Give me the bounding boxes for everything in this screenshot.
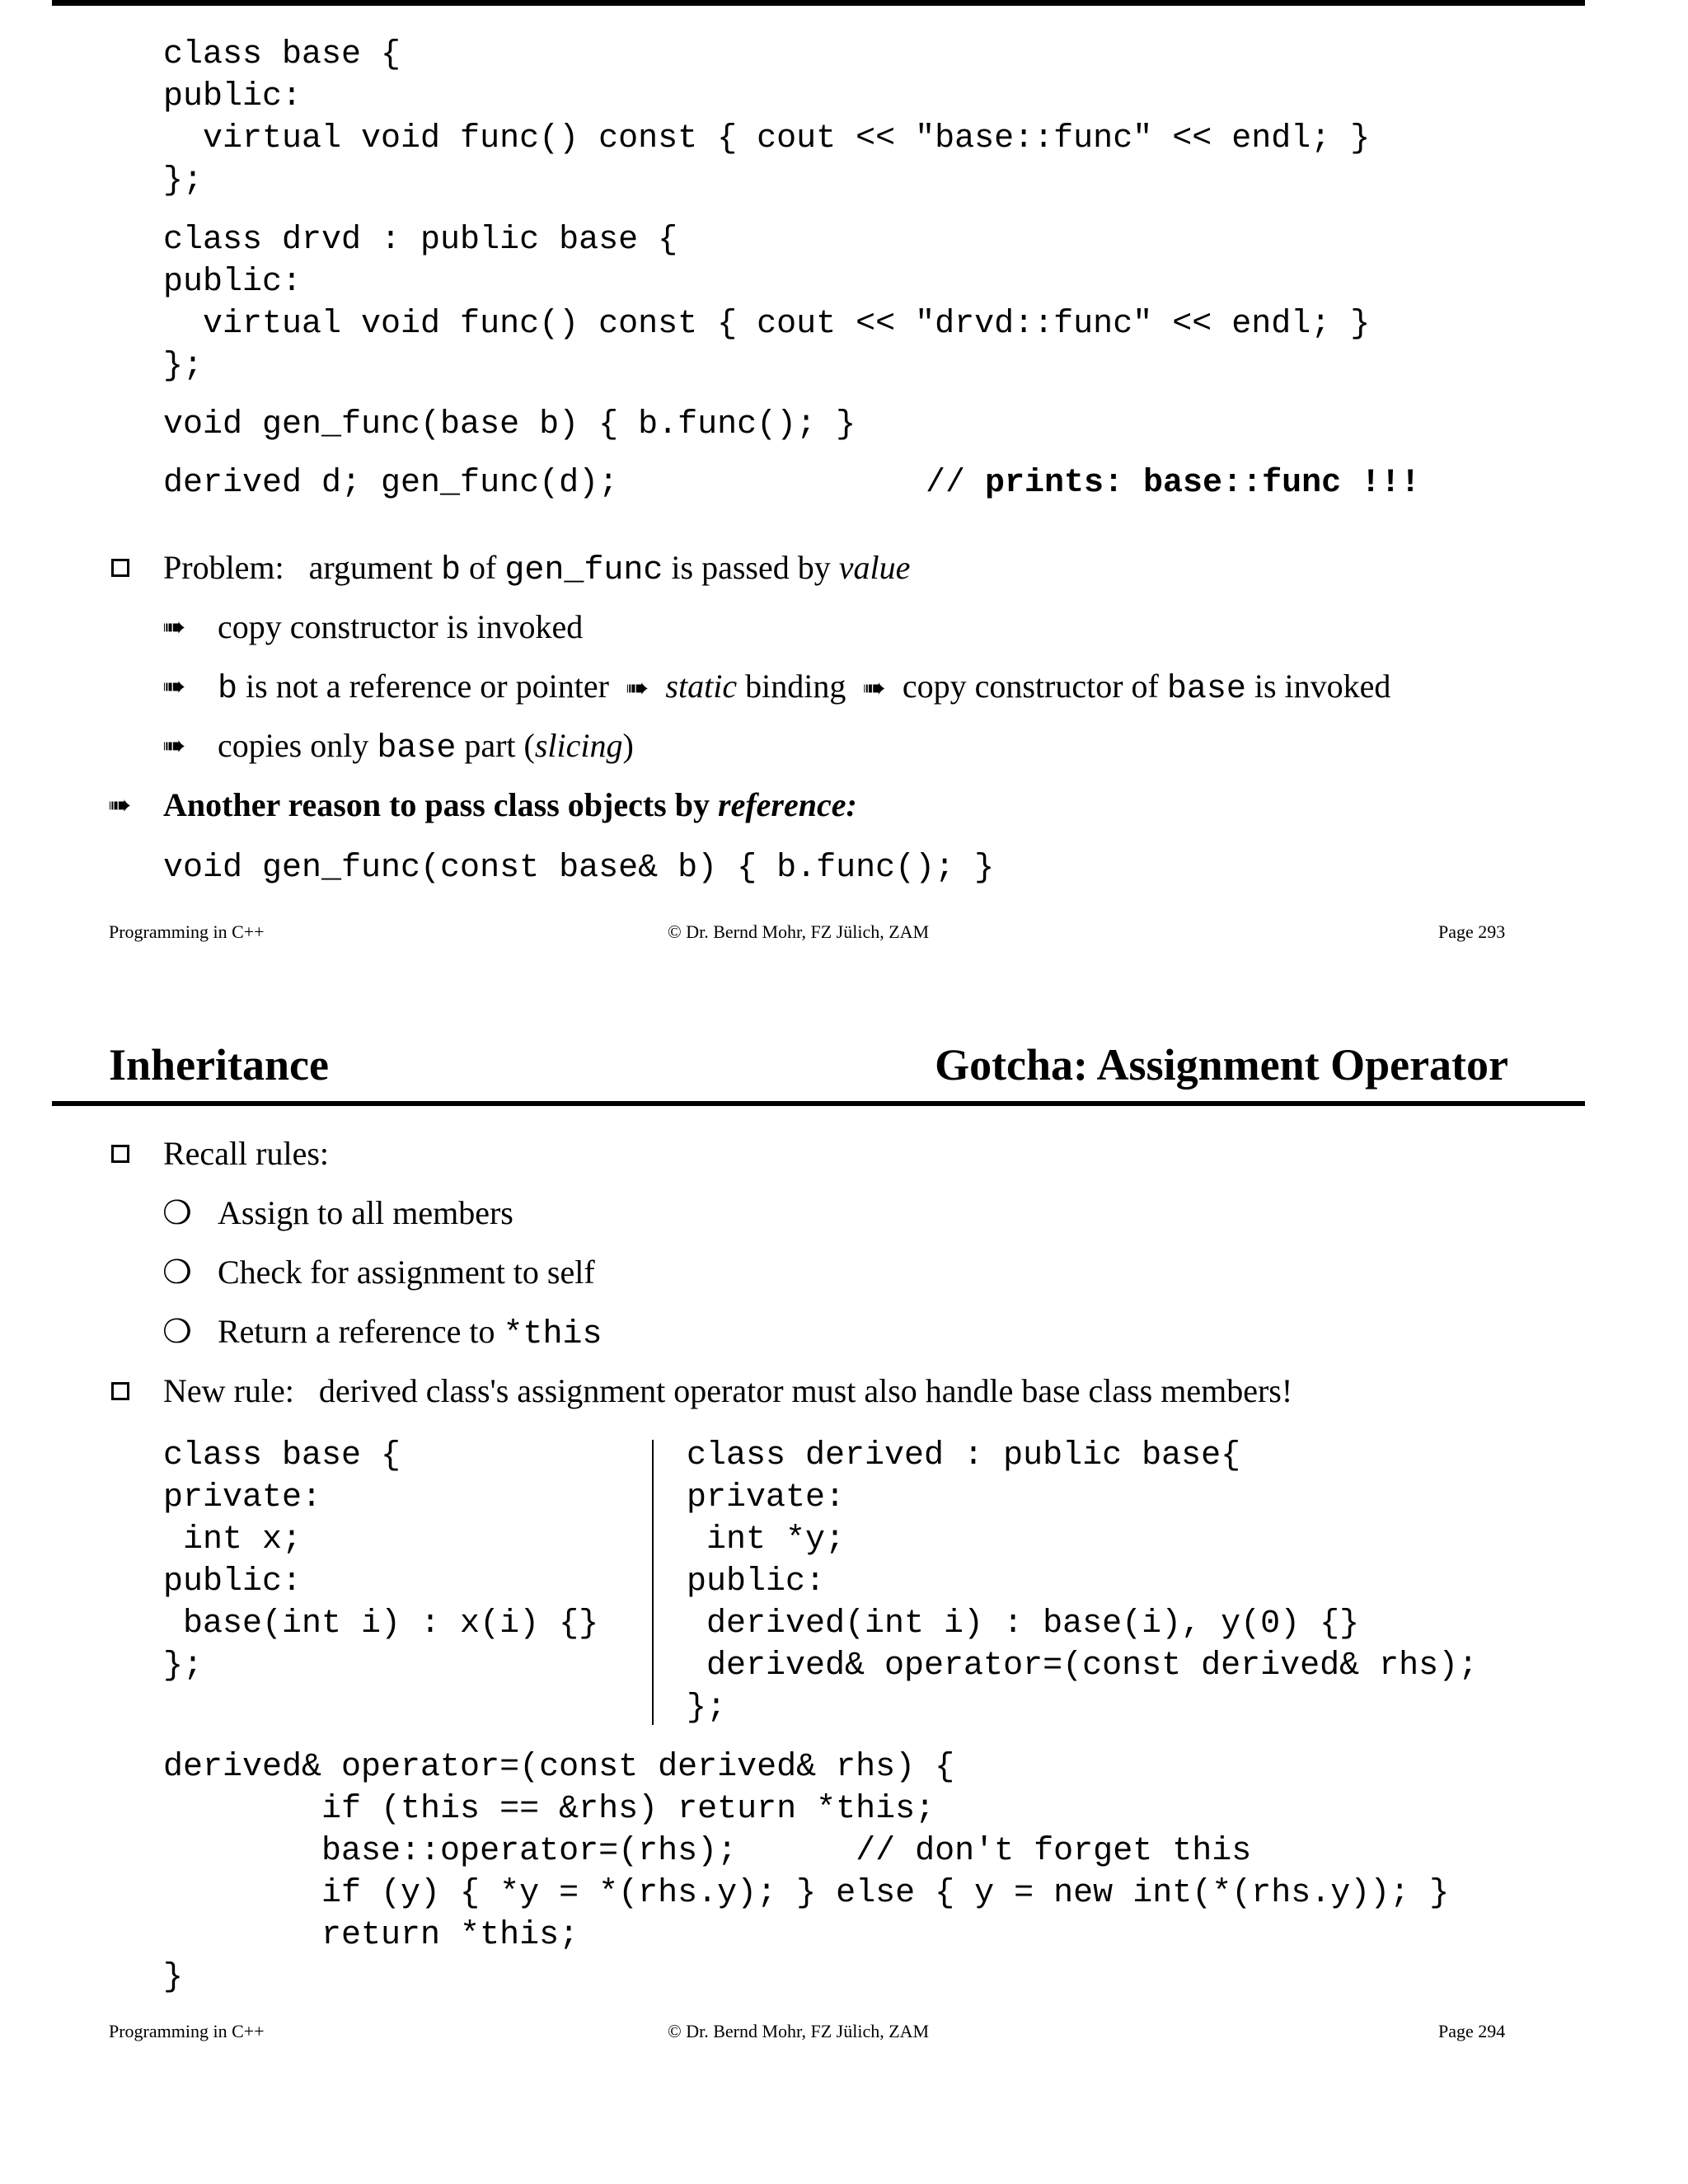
code-line: private:	[687, 1479, 846, 1516]
sub-code: base	[377, 730, 457, 767]
title-rule	[52, 1101, 1585, 1106]
code-line: public:	[163, 264, 302, 301]
sub-text: copy constructor of	[902, 668, 1159, 705]
page-title-left: Inheritance	[109, 1040, 329, 1090]
page-title-right: Gotcha: Assignment Operator	[935, 1040, 1508, 1090]
code-line: };	[687, 1690, 727, 1727]
code-derived-call: derived d; gen_func(d);	[163, 465, 619, 502]
rule-text: Return a reference to	[218, 1313, 495, 1350]
code-line: if (y) { *y = *(rhs.y); } else { y = new int(*(rhs.y)); }	[163, 1875, 1450, 1912]
sub-code: b	[218, 671, 238, 708]
new-rule-text: derived class's assignment operator must also handle base class members!	[318, 1372, 1293, 1409]
sub-emphasis: static	[665, 668, 738, 705]
circle-bullet-icon: ❍	[162, 1194, 192, 1232]
comment-bold: prints: base::func !!!	[985, 465, 1421, 502]
arrow-inline-icon: ➠	[862, 672, 886, 705]
code-line: virtual void func() const { cout << "base::func" << endl; }	[163, 120, 1371, 157]
code-drvd-class	[163, 219, 1370, 387]
code-line: derived& operator=(const derived& rhs) {	[163, 1749, 955, 1786]
sub-code: base	[1166, 671, 1246, 708]
checkbox-bullet-icon	[111, 559, 129, 577]
footer-page-number: Page 294	[1438, 2021, 1506, 2041]
code-line: }	[163, 1959, 184, 1996]
problem-label: Problem:	[163, 549, 284, 586]
code-comment	[926, 462, 1420, 504]
code-line: private:	[163, 1479, 322, 1516]
code-line: class base {	[163, 36, 401, 73]
problem-code: b	[441, 552, 462, 589]
problem-text: argument	[308, 549, 434, 586]
another-bold: Another reason to pass class objects by	[163, 786, 710, 823]
footer-center: © Dr. Bernd Mohr, FZ Jülich, ZAM	[668, 2021, 930, 2041]
code-line: public:	[163, 78, 302, 115]
sub-text: copies only	[218, 727, 369, 764]
problem-code: gen_func	[504, 552, 663, 589]
problem-text: is passed by	[671, 549, 831, 586]
sub-text: binding	[745, 668, 846, 705]
code-derived-class	[687, 1435, 1478, 1729]
footer-left: Programming in C++	[109, 921, 265, 942]
checkbox-bullet-icon	[111, 1145, 129, 1163]
sub-text: )	[622, 727, 634, 764]
code-gen-func: void gen_func(base b) { b.func(); }	[163, 406, 856, 443]
code-line: };	[163, 348, 204, 385]
code-line: class base {	[163, 1437, 401, 1474]
code-line: derived& operator=(const derived& rhs);	[687, 1647, 1479, 1685]
code-ref-gen-func: void gen_func(const base& b) { b.func(); }	[163, 850, 995, 887]
top-rule	[52, 0, 1585, 6]
footer-left: Programming in C++	[109, 2021, 265, 2041]
column-divider	[652, 1440, 654, 1725]
new-rule-label: New rule:	[163, 1372, 294, 1409]
code-line: class derived : public base{	[687, 1437, 1241, 1474]
rule-code: *this	[503, 1316, 603, 1353]
code-line: class drvd : public base {	[163, 222, 678, 259]
code-line: public:	[163, 1563, 302, 1601]
code-line: base::operator=(rhs); // don't forget this	[163, 1833, 1252, 1870]
rule-text: Check for assignment to self	[218, 1254, 595, 1291]
comment-prefix: //	[926, 465, 986, 502]
code-line: public:	[687, 1563, 826, 1601]
sub-text: is invoked	[1254, 668, 1391, 705]
code-line: };	[163, 1647, 204, 1685]
circle-bullet-icon: ❍	[162, 1254, 192, 1291]
another-emphasis: reference:	[718, 786, 857, 823]
code-line: derived(int i) : base(i), y(0) {}	[687, 1605, 1360, 1643]
sub-bullet-text: copy constructor is invoked	[218, 608, 584, 645]
footer-center: © Dr. Bernd Mohr, FZ Jülich, ZAM	[668, 921, 930, 942]
code-operator-assign	[163, 1746, 1449, 1999]
code-line: return *this;	[163, 1917, 579, 1954]
checkbox-bullet-icon	[111, 1382, 129, 1400]
code-base-class	[163, 34, 1370, 202]
recall-text: Recall rules:	[163, 1135, 330, 1172]
sub-text: is not a reference or pointer	[246, 668, 609, 705]
arrow-bullet-icon: ➠	[162, 611, 186, 644]
code-line: int *y;	[687, 1521, 846, 1558]
arrow-inline-icon: ➠	[625, 672, 649, 705]
arrow-bullet-icon: ➠	[162, 729, 186, 762]
code-base-private	[163, 1435, 598, 1687]
problem-text: of	[469, 549, 497, 586]
footer-page-number: Page 293	[1438, 921, 1506, 942]
rule-text: Assign to all members	[218, 1194, 513, 1231]
problem-emphasis: value	[838, 549, 911, 586]
code-line: };	[163, 162, 204, 199]
arrow-bullet-icon: ➠	[108, 789, 132, 822]
circle-bullet-icon: ❍	[162, 1313, 192, 1351]
code-line: int x;	[163, 1521, 302, 1558]
sub-emphasis: slicing	[534, 727, 623, 764]
sub-text: part (	[464, 727, 535, 764]
code-line: base(int i) : x(i) {}	[163, 1605, 599, 1643]
code-line: virtual void func() const { cout << "drvd::func" << endl; }	[163, 306, 1371, 343]
code-line: if (this == &rhs) return *this;	[163, 1791, 935, 1828]
arrow-bullet-icon: ➠	[162, 670, 186, 703]
